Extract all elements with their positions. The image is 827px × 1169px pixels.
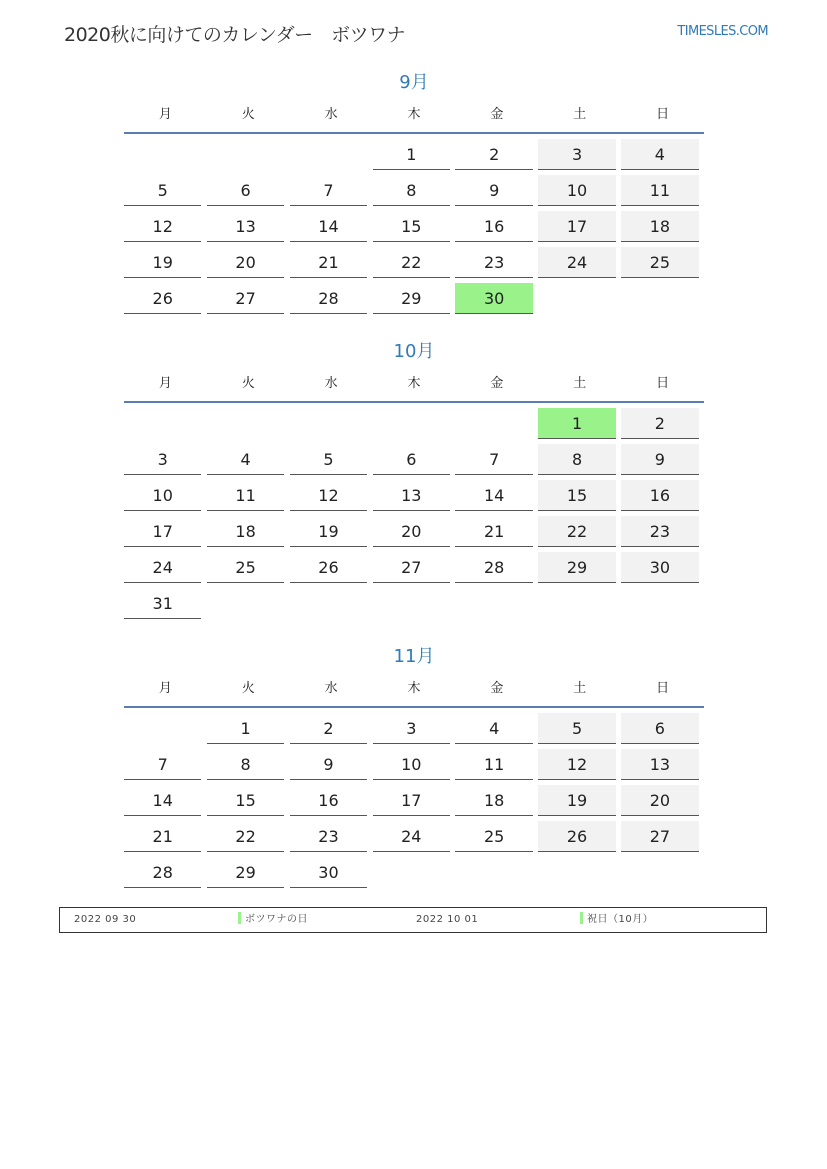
weekday-label: 木 bbox=[407, 107, 421, 122]
week-row bbox=[124, 206, 704, 242]
day-cell[interactable]: 4 bbox=[207, 444, 284, 475]
day-cell[interactable]: 29 bbox=[538, 552, 615, 583]
empty-day-cell bbox=[455, 588, 532, 619]
week-row bbox=[124, 547, 704, 583]
empty-day-cell bbox=[373, 857, 450, 888]
day-cell[interactable]: 18 bbox=[621, 211, 698, 242]
day-cell[interactable]: 16 bbox=[455, 211, 532, 242]
empty-day-cell bbox=[621, 857, 698, 888]
empty-day-cell bbox=[538, 588, 615, 619]
month-november bbox=[124, 644, 704, 888]
empty-day-cell bbox=[455, 408, 532, 439]
day-cell[interactable]: 23 bbox=[455, 247, 532, 278]
day-cell[interactable]: 20 bbox=[373, 516, 450, 547]
empty-day-cell bbox=[290, 588, 367, 619]
weekday-label: 月 bbox=[158, 681, 172, 696]
day-cell[interactable]: 18 bbox=[207, 516, 284, 547]
day-cell[interactable]: 11 bbox=[455, 749, 532, 780]
day-cell[interactable]: 16 bbox=[621, 480, 698, 511]
week-row bbox=[124, 134, 704, 170]
weekday-label: 木 bbox=[407, 376, 421, 391]
holiday-day-cell[interactable]: 1 bbox=[538, 408, 615, 439]
legend-name-2: 祝日（10月） bbox=[587, 914, 654, 925]
day-cell[interactable]: 22 bbox=[207, 821, 284, 852]
day-cell[interactable]: 2 bbox=[455, 139, 532, 170]
day-cell[interactable]: 10 bbox=[124, 480, 201, 511]
week-row bbox=[124, 708, 704, 744]
day-cell[interactable]: 24 bbox=[373, 821, 450, 852]
brand-logo[interactable]: TIMESLES.COM bbox=[677, 24, 768, 39]
weekday-label: 日 bbox=[656, 681, 670, 696]
day-cell[interactable]: 19 bbox=[290, 516, 367, 547]
day-cell[interactable]: 3 bbox=[124, 444, 201, 475]
legend-holiday-1 bbox=[238, 908, 308, 932]
day-cell[interactable]: 29 bbox=[207, 857, 284, 888]
week-row bbox=[124, 170, 704, 206]
day-cell[interactable]: 4 bbox=[621, 139, 698, 170]
week-row bbox=[124, 403, 704, 439]
day-cell[interactable]: 28 bbox=[124, 857, 201, 888]
legend-date-1: 2022 09 30 bbox=[74, 914, 137, 925]
day-cell[interactable]: 22 bbox=[373, 247, 450, 278]
day-cell[interactable]: 5 bbox=[538, 713, 615, 744]
day-cell[interactable]: 16 bbox=[290, 785, 367, 816]
weekday-label: 水 bbox=[324, 376, 338, 391]
day-cell[interactable]: 22 bbox=[538, 516, 615, 547]
day-cell[interactable]: 13 bbox=[373, 480, 450, 511]
weekday-label: 木 bbox=[407, 681, 421, 696]
day-cell[interactable]: 12 bbox=[538, 749, 615, 780]
month-october bbox=[124, 339, 704, 619]
page-title: 2020秋に向けてのカレンダー ボツワナ bbox=[64, 24, 406, 46]
weekday-header bbox=[124, 371, 704, 401]
day-cell[interactable]: 6 bbox=[373, 444, 450, 475]
day-cell[interactable]: 2 bbox=[621, 408, 698, 439]
weekday-label: 火 bbox=[241, 107, 255, 122]
day-cell[interactable]: 17 bbox=[373, 785, 450, 816]
day-cell[interactable]: 10 bbox=[538, 175, 615, 206]
day-cell[interactable]: 6 bbox=[621, 713, 698, 744]
legend-holiday-2 bbox=[580, 908, 653, 932]
day-cell[interactable]: 23 bbox=[621, 516, 698, 547]
day-cell[interactable]: 14 bbox=[124, 785, 201, 816]
day-cell[interactable]: 11 bbox=[621, 175, 698, 206]
weekday-label: 火 bbox=[241, 681, 255, 696]
day-cell[interactable]: 12 bbox=[124, 211, 201, 242]
empty-day-cell bbox=[207, 139, 284, 170]
day-cell[interactable]: 5 bbox=[124, 175, 201, 206]
day-cell[interactable]: 4 bbox=[455, 713, 532, 744]
day-cell[interactable]: 25 bbox=[207, 552, 284, 583]
day-cell[interactable]: 21 bbox=[124, 821, 201, 852]
day-cell[interactable]: 23 bbox=[290, 821, 367, 852]
weekday-label: 金 bbox=[490, 376, 504, 391]
day-cell[interactable]: 26 bbox=[538, 821, 615, 852]
weekday-label: 土 bbox=[573, 107, 587, 122]
week-row bbox=[124, 439, 704, 475]
holiday-color-marker bbox=[238, 912, 241, 924]
week-row bbox=[124, 242, 704, 278]
holiday-day-cell[interactable]: 30 bbox=[455, 283, 532, 314]
day-cell[interactable]: 8 bbox=[538, 444, 615, 475]
empty-day-cell bbox=[124, 408, 201, 439]
day-cell[interactable]: 9 bbox=[290, 749, 367, 780]
week-row bbox=[124, 744, 704, 780]
month-title: 10月 bbox=[393, 341, 435, 362]
day-cell[interactable]: 17 bbox=[538, 211, 615, 242]
weekday-label: 日 bbox=[656, 107, 670, 122]
empty-day-cell bbox=[124, 713, 201, 744]
day-cell[interactable]: 17 bbox=[124, 516, 201, 547]
weekday-header bbox=[124, 676, 704, 706]
day-cell[interactable]: 27 bbox=[207, 283, 284, 314]
legend-name-1: ボツワナの日 bbox=[245, 914, 308, 925]
day-cell[interactable]: 1 bbox=[207, 713, 284, 744]
day-cell[interactable]: 25 bbox=[621, 247, 698, 278]
day-cell[interactable]: 15 bbox=[538, 480, 615, 511]
day-cell[interactable]: 8 bbox=[373, 175, 450, 206]
day-cell[interactable]: 5 bbox=[290, 444, 367, 475]
month-september bbox=[124, 70, 704, 314]
empty-day-cell bbox=[207, 408, 284, 439]
empty-day-cell bbox=[207, 588, 284, 619]
empty-day-cell bbox=[455, 857, 532, 888]
day-cell[interactable]: 9 bbox=[455, 175, 532, 206]
empty-day-cell bbox=[538, 283, 615, 314]
weekday-label: 土 bbox=[573, 681, 587, 696]
day-cell[interactable]: 11 bbox=[207, 480, 284, 511]
day-cell[interactable]: 12 bbox=[290, 480, 367, 511]
day-cell[interactable]: 19 bbox=[124, 247, 201, 278]
day-cell[interactable]: 1 bbox=[373, 139, 450, 170]
day-cell[interactable]: 24 bbox=[538, 247, 615, 278]
empty-day-cell bbox=[290, 139, 367, 170]
holiday-legend bbox=[59, 907, 767, 933]
day-cell[interactable]: 19 bbox=[538, 785, 615, 816]
empty-day-cell bbox=[538, 857, 615, 888]
week-row bbox=[124, 475, 704, 511]
weekday-label: 金 bbox=[490, 681, 504, 696]
day-cell[interactable]: 28 bbox=[290, 283, 367, 314]
day-cell[interactable]: 13 bbox=[207, 211, 284, 242]
day-cell[interactable]: 31 bbox=[124, 588, 201, 619]
day-cell[interactable]: 30 bbox=[290, 857, 367, 888]
empty-day-cell bbox=[124, 139, 201, 170]
day-cell[interactable]: 14 bbox=[290, 211, 367, 242]
week-row bbox=[124, 816, 704, 852]
weekday-label: 金 bbox=[490, 107, 504, 122]
weekday-label: 日 bbox=[656, 376, 670, 391]
weekday-label: 月 bbox=[158, 107, 172, 122]
weekday-label: 水 bbox=[324, 107, 338, 122]
weekday-header bbox=[124, 102, 704, 132]
empty-day-cell bbox=[290, 408, 367, 439]
day-cell[interactable]: 15 bbox=[373, 211, 450, 242]
empty-day-cell bbox=[621, 588, 698, 619]
day-cell[interactable]: 10 bbox=[373, 749, 450, 780]
legend-date-2: 2022 10 01 bbox=[416, 914, 479, 925]
week-row bbox=[124, 583, 704, 619]
weekday-label: 火 bbox=[241, 376, 255, 391]
week-row bbox=[124, 278, 704, 314]
weekday-label: 水 bbox=[324, 681, 338, 696]
month-title: 11月 bbox=[393, 646, 435, 667]
week-row bbox=[124, 852, 704, 888]
day-cell[interactable]: 3 bbox=[538, 139, 615, 170]
day-cell[interactable]: 2 bbox=[290, 713, 367, 744]
day-cell[interactable]: 26 bbox=[124, 283, 201, 314]
weekday-label: 土 bbox=[573, 376, 587, 391]
day-cell[interactable]: 6 bbox=[207, 175, 284, 206]
day-cell[interactable]: 24 bbox=[124, 552, 201, 583]
day-cell[interactable]: 26 bbox=[290, 552, 367, 583]
day-cell[interactable]: 15 bbox=[207, 785, 284, 816]
empty-day-cell bbox=[373, 588, 450, 619]
month-title: 9月 bbox=[399, 72, 429, 93]
week-row bbox=[124, 780, 704, 816]
empty-day-cell bbox=[621, 283, 698, 314]
week-row bbox=[124, 511, 704, 547]
day-cell[interactable]: 28 bbox=[455, 552, 532, 583]
day-cell[interactable]: 30 bbox=[621, 552, 698, 583]
day-cell[interactable]: 7 bbox=[290, 175, 367, 206]
day-cell[interactable]: 13 bbox=[621, 749, 698, 780]
day-cell[interactable]: 9 bbox=[621, 444, 698, 475]
day-cell[interactable]: 20 bbox=[621, 785, 698, 816]
day-cell[interactable]: 21 bbox=[290, 247, 367, 278]
day-cell[interactable]: 8 bbox=[207, 749, 284, 780]
empty-day-cell bbox=[373, 408, 450, 439]
day-cell[interactable]: 29 bbox=[373, 283, 450, 314]
day-cell[interactable]: 7 bbox=[455, 444, 532, 475]
day-cell[interactable]: 3 bbox=[373, 713, 450, 744]
weekday-label: 月 bbox=[158, 376, 172, 391]
holiday-color-marker bbox=[580, 912, 583, 924]
day-cell[interactable]: 18 bbox=[455, 785, 532, 816]
day-cell[interactable]: 27 bbox=[373, 552, 450, 583]
day-cell[interactable]: 7 bbox=[124, 749, 201, 780]
day-cell[interactable]: 21 bbox=[455, 516, 532, 547]
day-cell[interactable]: 27 bbox=[621, 821, 698, 852]
day-cell[interactable]: 20 bbox=[207, 247, 284, 278]
day-cell[interactable]: 14 bbox=[455, 480, 532, 511]
day-cell[interactable]: 25 bbox=[455, 821, 532, 852]
